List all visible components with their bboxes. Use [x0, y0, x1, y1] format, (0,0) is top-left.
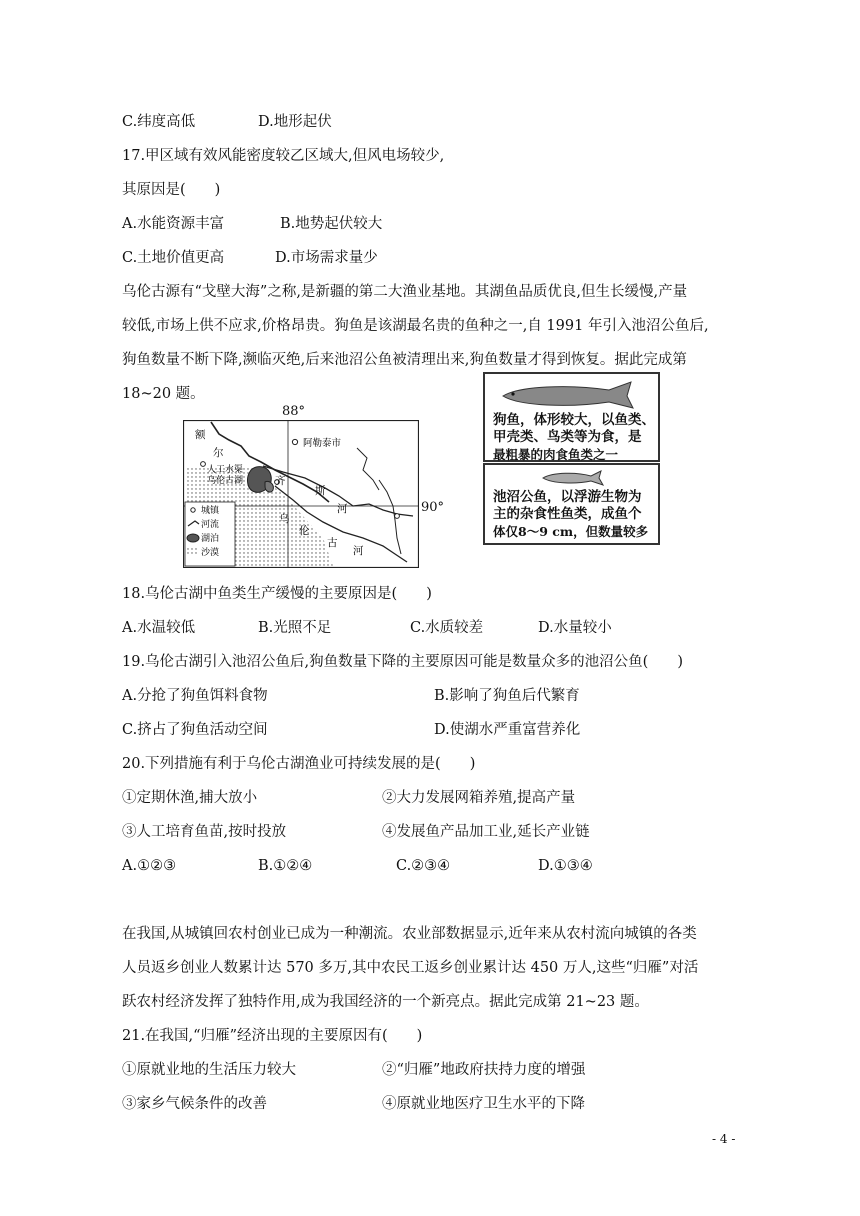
smelt-line-3: 体仅8～9 cm，但数量较多 — [493, 524, 649, 539]
question-18-stem: 18.乌伦古湖中鱼类生产缓慢的主要原因是( ) — [122, 586, 432, 602]
smelt-line-1: 池沼公鱼，以浮游生物为 — [493, 489, 642, 505]
label-si: 斯 — [315, 485, 326, 497]
option-16d: D.地形起伏 — [258, 114, 332, 130]
label-wu: 乌 — [279, 513, 290, 525]
town-altay — [292, 439, 297, 444]
label-gu: 古 — [327, 537, 338, 549]
label-e: 额 — [195, 429, 206, 441]
option-16c: C.纬度高低 — [122, 114, 196, 130]
passage-1-line-2: 较低,市场上供不应求,价格昂贵。狗鱼是该湖最名贵的鱼种之一,自 1991 年引入池沼公鱼后, — [122, 318, 709, 334]
option-20d: D.①③④ — [538, 858, 593, 874]
legend-lake-icon — [187, 534, 199, 542]
town-east — [395, 514, 400, 519]
map-figure — [183, 420, 419, 568]
label-canal: 人工水渠 — [207, 465, 244, 475]
label-lake: 乌伦古湖 — [207, 476, 244, 486]
question-19-stem: 19.乌伦古湖引入池沼公鱼后,狗鱼数量下降的主要原因可能是数量众多的池沼公鱼( ) — [122, 654, 683, 670]
statement-21-4: ④原就业地医疗卫生水平的下降 — [382, 1096, 585, 1112]
label-lun: 伦 — [299, 525, 310, 537]
legend-desert-icon — [187, 548, 199, 556]
option-17a: A.水能资源丰富 — [122, 216, 225, 232]
legend-town-icon — [191, 508, 195, 512]
option-18a: A.水温较低 — [122, 620, 196, 636]
statement-20-3: ③人工培育鱼苗,按时投放 — [122, 824, 287, 840]
statement-21-3: ③家乡气候条件的改善 — [122, 1096, 267, 1112]
smelt-line-2: 主的杂食性鱼类，成鱼个 — [493, 506, 642, 522]
question-17-stem: 17.甲区域有效风能密度较乙区域大,但风电场较少, — [122, 148, 445, 164]
passage-2-line-2: 人员返乡创业人数累计达 570 多万,其中农民工返乡创业累计达 450 万人,这些“归雁”对活 — [122, 960, 699, 976]
label-er: 尔 — [213, 447, 224, 459]
option-19a: A.分抢了狗鱼饵料食物 — [122, 688, 268, 704]
statement-20-2: ②大力发展网箱养殖,提高产量 — [382, 790, 576, 806]
legend-desert: 沙漠 — [201, 548, 220, 558]
statement-21-1: ①原就业地的生活压力较大 — [122, 1062, 296, 1078]
pike-card — [483, 372, 660, 462]
question-17-stem-cont: 其原因是( ) — [122, 182, 221, 198]
smelt-fish-icon — [541, 469, 605, 487]
passage-2-line-3: 跃农村经济发挥了独特作用,成为我国经济的一个新亮点。据此完成第 21~23 题。 — [122, 994, 649, 1010]
legend-lake: 湖泊 — [201, 534, 220, 544]
passage-1-line-4: 18~20 题。 — [122, 386, 205, 402]
pike-line-3: 最粗暴的肉食鱼类之一 — [493, 447, 619, 462]
option-18c: C.水质较差 — [410, 620, 484, 636]
option-18d: D.水量较小 — [538, 620, 612, 636]
option-18b: B.光照不足 — [258, 620, 332, 636]
passage-1-line-3: 狗鱼数量不断下降,濒临灭绝,后来池沼公鱼被清理出来,狗鱼数量才得到恢复。据此完成第 — [122, 352, 687, 368]
pike-line-2: 甲壳类、鸟类等为食，是 — [493, 429, 642, 445]
passage-1-line-1: 乌伦古源有“戈壁大海”之称,是新疆的第二大渔业基地。其湖鱼品质优良,但生长缓慢,产量 — [122, 284, 688, 300]
pike-line-1: 狗鱼，体形较大，以鱼类、 — [493, 412, 655, 428]
legend-river: 河流 — [201, 520, 220, 530]
page-number: - 4 - — [712, 1132, 736, 1146]
statement-20-1: ①定期休渔,捕大放小 — [122, 790, 258, 806]
option-17d: D.市场需求量少 — [275, 250, 378, 266]
option-20c: C.②③④ — [396, 858, 451, 874]
option-19c: C.挤占了狗鱼活动空间 — [122, 722, 268, 738]
label-he2: 河 — [353, 545, 364, 557]
option-17b: B.地势起伏较大 — [280, 216, 383, 232]
option-19d: D.使湖水严重富营养化 — [434, 722, 581, 738]
label-altay: 阿勒泰市 — [303, 438, 342, 449]
option-19b: B.影响了狗鱼后代繁育 — [434, 688, 580, 704]
longitude-88-label: 88° — [282, 404, 306, 419]
option-17c: C.土地价值更高 — [122, 250, 225, 266]
statement-21-2: ②“归雁”地政府扶持力度的增强 — [382, 1062, 586, 1078]
legend-town: 城镇 — [201, 506, 220, 516]
smelt-card — [483, 463, 660, 545]
statement-20-4: ④发展鱼产品加工业,延长产业链 — [382, 824, 590, 840]
option-20a: A.①②③ — [122, 858, 177, 874]
passage-2-line-1: 在我国,从城镇回农村创业已成为一种潮流。农业部数据显示,近年来从农村流向城镇的各类 — [122, 926, 697, 942]
question-20-stem: 20.下列措施有利于乌伦古湖渔业可持续发展的是( ) — [122, 756, 476, 772]
pike-fish-icon — [499, 378, 647, 414]
option-20b: B.①②④ — [258, 858, 313, 874]
label-qi: 齐 — [275, 475, 286, 487]
town-west — [201, 462, 206, 467]
question-21-stem: 21.在我国,“归雁”经济出现的主要原因有( ) — [122, 1028, 423, 1044]
longitude-90-label: 90° — [421, 500, 445, 515]
label-he1: 河 — [337, 503, 348, 515]
